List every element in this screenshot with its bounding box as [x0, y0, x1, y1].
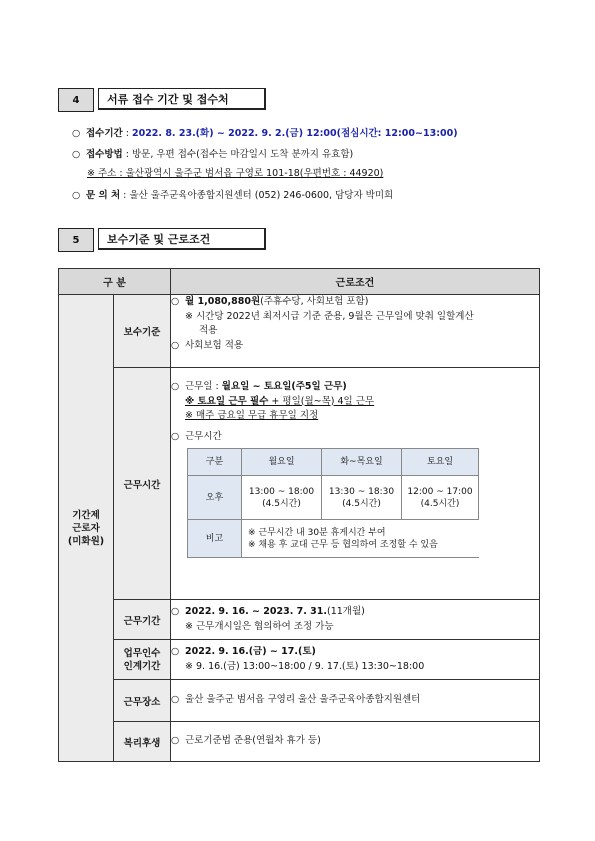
- hours-schedule-table: [187, 448, 479, 558]
- circle-bullet-icon: ○: [171, 381, 180, 392]
- receipt-period-value: 2022. 8. 23.(화) ~ 2022. 9. 2.(금) 12:00(점심시간: 12:00~13:00): [131, 128, 458, 139]
- welfare-label: 복리후생: [114, 722, 171, 762]
- section-4-header: [58, 88, 266, 112]
- schedule-row: 오후 13:00 ~ 18:00 (4.5시간) 13:30 ~ 18:30 (4.5시간) 12:00 ~ 17:00 (4.5시간): [188, 476, 479, 520]
- receipt-method-line: ○ 접수방법 : 방문, 우편 접수(접수는 마감일시 도착 분까지 유효함): [72, 149, 354, 160]
- circle-bullet-icon: ○: [171, 606, 180, 617]
- circle-bullet-icon: ○: [171, 430, 180, 442]
- work-conditions-table: [58, 268, 540, 762]
- table-row: [59, 368, 540, 600]
- circle-bullet-icon: ○: [72, 190, 81, 201]
- hours-label: 근무시간: [114, 368, 171, 600]
- circle-bullet-icon: ○: [72, 149, 81, 160]
- table-row: [59, 295, 540, 368]
- address-value: 울산광역시 울주군 범서읍 구영로 101-18(우편번호 : 44920): [125, 168, 384, 179]
- header-category: 구 분: [59, 269, 171, 295]
- saturday-time: 12:00 ~ 17:00 (4.5시간): [402, 476, 479, 520]
- period-label: 근무기간: [114, 600, 171, 640]
- header-conditions: 근로조건: [171, 269, 540, 295]
- group-label: 기간제 근로자 (미화원): [59, 295, 114, 762]
- section-5-header: [58, 228, 266, 252]
- schedule-note-row: 비고 ※ 근무시간 내 30분 휴게시간 부여 ※ 채용 후 교대 근무 등 협의하여 조정할 수 있음: [188, 520, 479, 558]
- place-label: 근무장소: [114, 680, 171, 722]
- circle-bullet-icon: ○: [171, 296, 180, 307]
- circle-bullet-icon: ○: [171, 339, 180, 351]
- circle-bullet-icon: ○: [72, 128, 81, 139]
- handover-conditions: ○ 2022. 9. 16.(금) ~ 17.(토) ※ 9. 16.(금) 13:00~18:00 / 9. 17.(토) 13:30~18:00: [171, 640, 540, 680]
- section-title: 서류 접수 기간 및 접수처: [98, 88, 266, 110]
- circle-bullet-icon: ○: [171, 646, 180, 657]
- contact-line: ○ 문 의 처 : 울산 울주군육아종합지원센터 (052) 246-0600, 담당자 박미희: [72, 190, 394, 201]
- schedule-notes: ※ 근무시간 내 30분 휴게시간 부여 ※ 채용 후 교대 근무 등 협의하여 조정할 수 있음: [242, 520, 479, 558]
- period-conditions: ○ 2022. 9. 16. ~ 2023. 7. 31.(11개월) ※ 근무개시일은 협의하여 조정 가능: [171, 600, 540, 640]
- table-header-row: [59, 269, 540, 295]
- tue-thu-time: 13:30 ~ 18:30 (4.5시간): [322, 476, 402, 520]
- welfare-conditions: ○ 근로기준법 준용(연월차 휴가 등): [171, 722, 540, 762]
- address-note-line: ※ 주소 : 울산광역시 울주군 범서읍 구영로 101-18(우편번호 : 44920): [87, 168, 384, 179]
- circle-bullet-icon: ○: [171, 735, 180, 747]
- place-conditions: ○ 울산 울주군 범서읍 구영리 울산 울주군육아종합지원센터: [171, 680, 540, 722]
- receipt-period-line: ○ 접수기간 : 2022. 8. 23.(화) ~ 2022. 9. 2.(금) 12:00(점심시간: 12:00~13:00): [72, 128, 458, 139]
- hours-conditions: ○ 근무일 : 월요일 ~ 토요일(주5일 근무) ※ 토요일 근무 필수 + 평일(월~목) 4일 근무 ※ 매주 금요일 무급 휴무일 지정 ○ 근무시간 구분 월요일 화~목요일 토요일 오후 13:00 ~ 18:00 (4.5시간) 13:30 ~ 18:30 (4.5시간) 12:00 ~ 17:00 (4.5시간) 비고 ※ 근무시간 내 30분 휴게시간 부여 ※ 채용 후 교대 근무 등 협의하여 조정할 수 있음: [171, 368, 540, 600]
- section-number: 4: [58, 88, 94, 112]
- handover-label: 업무인수 인계기간: [114, 640, 171, 680]
- table-row: [59, 722, 540, 762]
- pay-label: 보수기준: [114, 295, 171, 368]
- section-number: 5: [58, 228, 94, 252]
- schedule-header-row: 구분 월요일 화~목요일 토요일: [188, 449, 479, 476]
- table-row: [59, 680, 540, 722]
- circle-bullet-icon: ○: [171, 694, 180, 706]
- section-title: 보수기준 및 근로조건: [98, 228, 266, 250]
- pay-conditions: ○ 월 1,080,880원(주휴수당, 사회보험 포함) ※ 시간당 2022년 최저시급 기준 준용, 9월은 근무일에 맞춰 일할계산 적용 ○ 사회보험 적용: [171, 295, 540, 368]
- monday-time: 13:00 ~ 18:00 (4.5시간): [242, 476, 322, 520]
- table-row: [59, 600, 540, 640]
- table-row: [59, 640, 540, 680]
